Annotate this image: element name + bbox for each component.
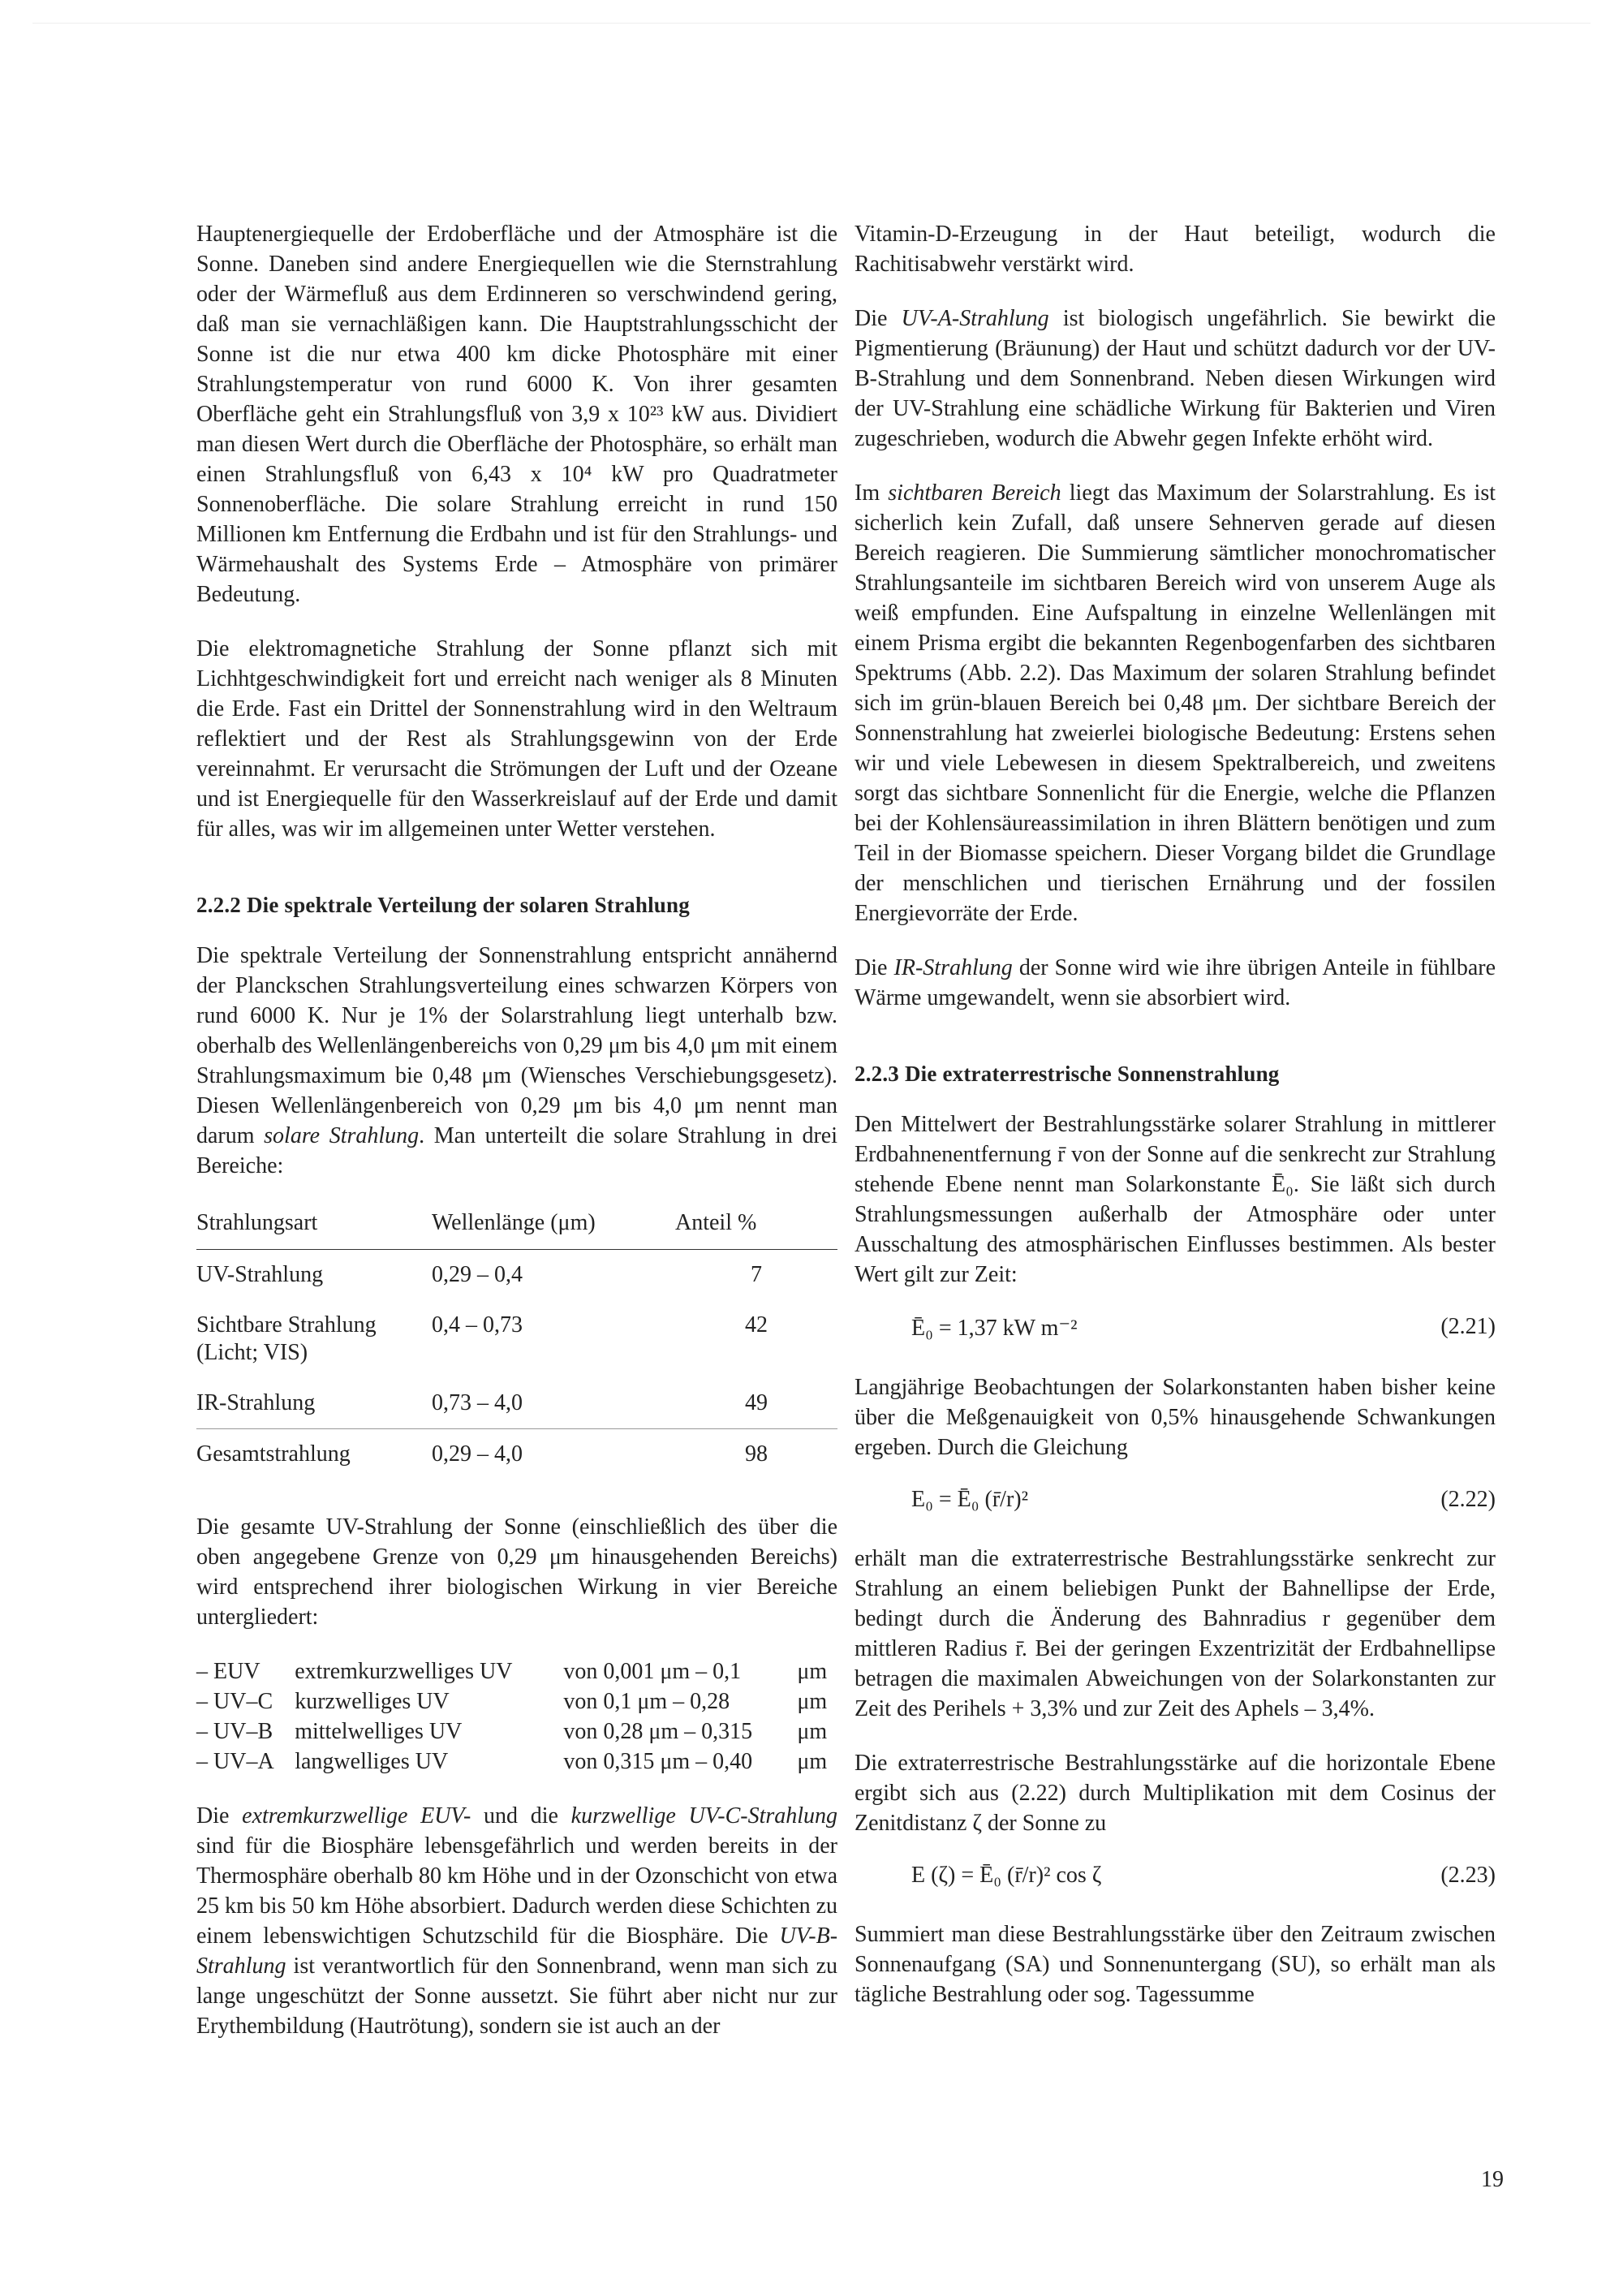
list-item: [196, 1747, 837, 1777]
uv-band-name: mittelwelliges UV: [295, 1719, 463, 1744]
page-number: 19: [1481, 2167, 1504, 2192]
radiation-table: [196, 1205, 837, 1480]
list-item: [196, 1686, 837, 1717]
uv-band-code: – UV–B: [196, 1719, 273, 1744]
paragraph-spectral-distribution: Die spektrale Verteilung der Sonnenstrahlung entspricht annähernd der Planckschen Strahlungsverteilung eines schwarzen Körpers von rund 6000 K. Nur je 1% der Solarstrahlung liegt unterhalb bzw. oberhalb des Wellenlängenbereichs von 0,29 μm bis 4,0 μm mit einem Strahlungsmaximum bie 0,48 μm (Wiensches Verschiebungsgesetz). Diesen Wellenlängenbereich von 0,29 μm bis 4,0 μm nennt man darum solare Strahlung. Man unterteilt die solare Strahlung in drei Bereiche:: [196, 943, 838, 1178]
uv-band-unit: μm: [797, 1689, 828, 1714]
list-item: [196, 1656, 837, 1686]
table-cell: 0,29 – 4,0: [432, 1429, 675, 1480]
uv-band-range: von 0,28 μm – 0,315: [563, 1719, 753, 1744]
paragraph-vitamin-d: Vitamin-D-Erzeugung in der Haut beteiligt, wodurch die Rachitisabwehr verstärkt wird.: [855, 222, 1496, 277]
table-row-total: [196, 1429, 837, 1480]
formula-number: (2.21): [1440, 1314, 1496, 1339]
table-row: [196, 1300, 837, 1378]
left-column: [196, 219, 837, 2066]
table-cell: 0,73 – 4,0: [432, 1390, 523, 1415]
uv-band-range: von 0,1 μm – 0,28: [563, 1689, 730, 1714]
table-row: [196, 1378, 837, 1429]
uv-band-name: extremkurzwelliges UV: [295, 1659, 513, 1684]
paragraph-observations: Langjährige Beobachtungen der Solarkonstanten haben bisher keine über die Meßgenauigkeit von 0,5% hinausgehende Schwankungen ergeben. Durch die Gleichung: [855, 1375, 1496, 1460]
uv-band-unit: μm: [797, 1749, 828, 1774]
paragraph-uv-effects: Die extremkurzwellige EUV- und die kurzwellige UV-C-Strahlung sind für die Biosphäre lebensgefährlich und werden bereits in der Thermosphäre oberhalb 80 km Höhe und in der Ozonschicht von etwa 25 km bis 50 km Höhe absorbiert. Dadurch werden diese Schichten zu einem lebenswichtigen Schutzschild für die Biosphäre. Die UV-B-Strahlung ist verantwortlich für den Sonnenbrand, wenn man sich zu lange ungeschützt der Sonne aussetzt. Sie führt aber nicht nur zur Erythembildung (Hautrötung), sondern sie ist auch an der: [196, 1803, 838, 2039]
table-cell: 0,4 – 0,73: [432, 1312, 523, 1338]
table-header: Wellenlänge (μm): [432, 1205, 675, 1250]
formula-number: (2.23): [1440, 1863, 1496, 1888]
scan-edge-line: [32, 23, 1591, 24]
paragraph-em-radiation: Die elektromagnetiche Strahlung der Sonne pflanzt sich mit Lichhtgeschwindigkeit fort und erreicht nach weniger als 8 Minuten die Erde. Fast ein Drittel der Sonnenstrahlung wird in den Weltraum reflektiert und der Rest als Strahlungsgewinn von der Erde vereinnahmt. Er verursacht die Strömungen der Luft und der Ozeane und ist Energiequelle für den Wasserkreislauf auf der Erde und damit für alles, was wir im allgemeinen unter Wetter verstehen.: [196, 636, 837, 842]
uv-band-unit: μm: [797, 1719, 828, 1744]
uv-band-list: [196, 1656, 837, 1777]
paragraph-daily-sum: Summiert man diese Bestrahlungsstärke über den Zeitraum zwischen Sonnenaufgang (SA) und Sonnenuntergang (SU), so erhält man als tägliche Bestrahlung oder sog. Tagessumme: [855, 1922, 1496, 2007]
formula-number: (2.22): [1440, 1487, 1496, 1512]
formula-2-21: [855, 1314, 1496, 1342]
table-cell: 42: [745, 1312, 768, 1338]
paragraph-visible: Im sichtbaren Bereich liegt das Maximum der Solarstrahlung. Es ist sicherlich kein Zufall, daß unsere Sehnerven gerade auf diesen Bereich reagieren. Die Summierung sämtlicher monochromatischer Strahlungsanteile im sichtbaren Bereich wird von unserem Auge als weiß empfunden. Eine Aufspaltung in einzelne Wellenlängen mit einem Prisma ergibt die bekannten Regenbogenfarben des sichtbaren Spektrums (Abb. 2.2). Das Maximum der solaren Strahlung befindet sich im grün-blauen Bereich bei 0,48 μm. Der sichtbare Bereich der Sonnenstrahlung hat zweierlei biologische Bedeutung: Erstens sehen wir und viele Lebewesen in diesem Spektralbereich, und zweitens sorgt das sichtbare Sonnenlicht für die Energie, welche die Pflanzen bei der Kohlensäureassimilation in ihren Blättern benötigen und zum Teil in der Biomasse speichern. Dieser Vorgang bildet die Grundlage der menschlichen und tierischen Ernährung und der fossilen Energievorräte der Erde.: [855, 480, 1496, 926]
paragraph-solar-constant: Den Mittelwert der Bestrahlungsstärke solarer Strahlung in mittlerer Erdbahnenentfernung r̄ von der Sonne auf die senkrecht zur Strahlung stehende Ebene nennt man Solarkonstante Ē₀. Sie läßt sich durch Strahlungsmessungen außerhalb der Atmosphäre oder unter Ausschaltung des atmosphärischen Einflusses bestimmen. Als bester Wert gilt zur Zeit:: [855, 1112, 1496, 1287]
table-cell: UV-Strahlung: [196, 1262, 324, 1287]
table-cell: Sichtbare Strahlung (Licht; VIS): [196, 1312, 377, 1365]
table-header: Anteil %: [675, 1205, 837, 1250]
formula-expression: Ē₀ = 1,37 kW m⁻²: [911, 1316, 1078, 1341]
table-cell: 0,29 – 0,4: [432, 1262, 523, 1287]
formula-expression: E (ζ) = Ē₀ (r̄/r)² cos ζ: [911, 1863, 1102, 1888]
formula-expression: E₀ = Ē₀ (r̄/r)²: [911, 1487, 1028, 1512]
table-cell: Gesamtstrahlung: [196, 1429, 432, 1480]
uv-band-code: – EUV: [196, 1659, 260, 1684]
uv-band-code: – UV–A: [196, 1749, 274, 1774]
paragraph-horizontal: Die extraterrestrische Bestrahlungsstärke auf die horizontale Ebene ergibt sich aus (2.22) durch Multiplikation mit dem Cosinus der Zenitdistanz ζ der Sonne zu: [855, 1751, 1496, 1836]
table-header-row: [196, 1205, 837, 1250]
formula-2-23: [855, 1863, 1496, 1889]
table-cell: 98: [675, 1429, 837, 1480]
uv-band-code: – UV–C: [196, 1689, 273, 1714]
paragraph-energy-source: Hauptenergiequelle der Erdoberfläche und der Atmosphäre ist die Sonne. Daneben sind andere Energiequellen wie die Sternstrahlung oder der Wärmefluß aus dem Erdinneren so verschwindend gering, daß man sie vernachläßigen kann. Die Hauptstrahlungsschicht der Sonne ist die nur etwa 400 km dicke Photosphäre mit einer Strahlungstemperatur von rund 6000 K. Von ihrer gesamten Oberfläche geht ein Strahlungsfluß von 3,9 x 10²³ kW aus. Dividiert man diesen Wert durch die Oberfläche der Photosphäre, so erhält man einen Strahlungsfluß von 6,43 x 10⁴ kW pro Quadratmeter Sonnenoberfläche. Die solare Strahlung erreicht in rund 150 Millionen km Entfernung die Erdbahn und ist für den Strahlungs- und Wärmehaushalt des Systems Erde – Atmosphäre von primärer Bedeutung.: [196, 222, 837, 607]
paragraph-uv-subdivision: Die gesamte UV-Strahlung der Sonne (einschließlich des über die oben angegebene Grenze von 0,29 μm hinausgehenden Bereichs) wird entsprechend ihrer biologischen Wirkung in vier Bereiche untergliedert:: [196, 1514, 837, 1630]
right-column: [855, 219, 1496, 2034]
section-heading-2-2-2: 2.2.2 Die spektrale Verteilung der solaren Strahlung: [196, 893, 690, 917]
table-row: [196, 1250, 837, 1301]
table-header: Strahlungsart: [196, 1205, 432, 1250]
uv-band-range: von 0,001 μm – 0,1: [563, 1659, 742, 1684]
paragraph-ir: Die IR-Strahlung der Sonne wird wie ihre übrigen Anteile in fühlbare Wärme umgewandelt, wenn sie absorbiert wird.: [855, 955, 1496, 1010]
table-cell: 7: [751, 1262, 762, 1287]
section-heading-2-2-3: 2.2.3 Die extraterrestrische Sonnenstrahlung: [855, 1062, 1280, 1086]
list-item: [196, 1717, 837, 1747]
table-cell: 49: [745, 1390, 768, 1415]
table-cell: IR-Strahlung: [196, 1390, 316, 1415]
formula-2-22: [855, 1487, 1496, 1513]
paragraph-uva: Die UV-A-Strahlung ist biologisch ungefährlich. Sie bewirkt die Pigmentierung (Bräunung) der Haut und schützt dadurch vor der UV-B-Strahlung und dem Sonnenbrand. Neben diesen Wirkungen wird der UV-Strahlung eine schädliche Wirkung für Bakterien und Viren zugeschrieben, wodurch die Abwehr gegen Infekte erhöht wird.: [855, 306, 1496, 451]
uv-band-range: von 0,315 μm – 0,40: [563, 1749, 753, 1774]
uv-band-unit: μm: [797, 1659, 828, 1684]
uv-band-name: langwelliges UV: [295, 1749, 449, 1774]
uv-band-name: kurzwelliges UV: [295, 1689, 450, 1714]
paragraph-extraterrestrial: erhält man die extraterrestrische Bestrahlungsstärke senkrecht zur Strahlung an einem beliebigen Punkt der Bahnellipse der Erde, bedingt durch die Änderung des Bahnradius r gegenüber dem mittleren Radius r̄. Bei der geringen Exzentrizität der Erdbahnellipse betragen die maximalen Abweichungen von der Solarkonstanten zur Zeit des Perihels + 3,3% und zur Zeit des Aphels – 3,4%.: [855, 1546, 1496, 1721]
